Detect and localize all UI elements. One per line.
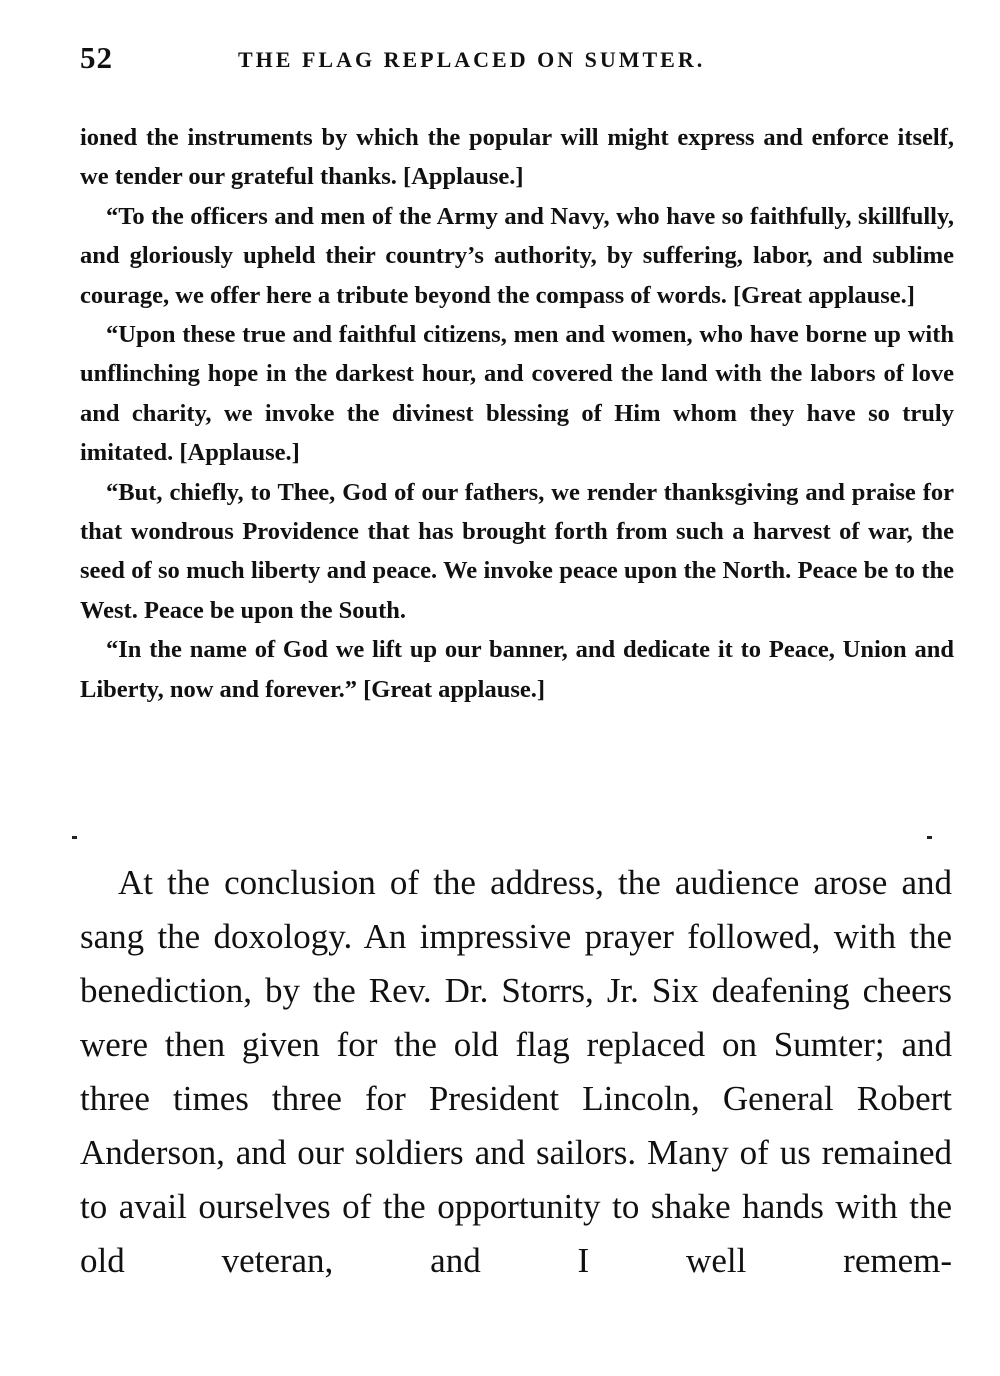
page-number: 52 [80, 40, 113, 75]
quote-paragraph-banner: “In the name of God we lift up our banner, and dedicate it to Peace, Union and Liberty, now and forever.” [Great applause.] [80, 636, 954, 703]
quoted-address [80, 118, 954, 709]
page-header [80, 40, 960, 84]
running-head: THE FLAG REPLACED ON SUMTER. [238, 47, 706, 72]
divider-mark-right [927, 836, 932, 839]
quote-paragraph-army-navy: “To the officers and men of the Army and Navy, who have so faithfully, skillfully, and gloriously upheld their country’s authority, by suffering, labor, and sublime courage, we offer here a tribute beyond the compass of words. [Great applause.] [80, 202, 954, 309]
divider-mark-left [72, 836, 77, 839]
quote-paragraph-thanksgiving: “But, chiefly, to Thee, God of our fathers, we render thanksgiving and praise for that wondrous Providence that has brought forth from such a harvest of war, the seed of so much liberty and peace. We invoke peace upon the North. Peace be to the West. Peace be upon the South. [80, 478, 954, 624]
narrative-text [80, 856, 952, 1288]
quote-paragraph-continuation: ioned the instruments by which the popular will might express and enforce itself, we tender our grateful thanks. [Applause.] [80, 124, 954, 191]
narrative-paragraph: At the conclusion of the address, the audience arose and sang the doxology. An impressive prayer followed, with the benediction, by the Rev. Dr. Storrs, Jr. Six deafening cheers were then given for the old flag replaced on Sumter; and three times three for President Lincoln, General Robert Anderson, and our soldiers and sailors. Many of us remained to avail ourselves of the opportunity to shake hands with the old veteran, and I well remem- [80, 863, 952, 1280]
quote-paragraph-citizens: “Upon these true and faithful citizens, men and women, who have borne up with unflinching hope in the darkest hour, and covered the land with the labors of love and charity, we invoke the divinest blessing of Him whom they have so truly imitated. [Applause.] [80, 321, 954, 467]
section-divider [72, 836, 932, 840]
